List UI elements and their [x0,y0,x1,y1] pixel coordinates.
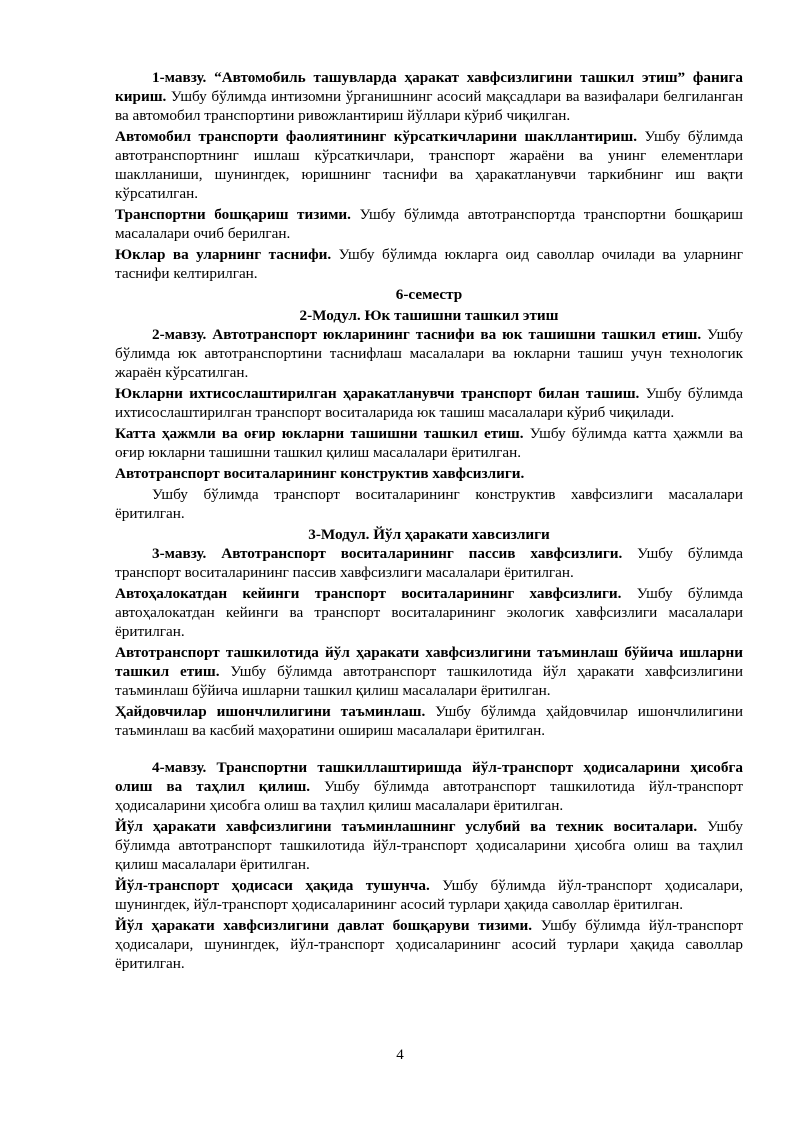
paragraph-heading: Йўл ҳаракати хавфсизлигини давлат бошқаруви тизими. [115,917,533,934]
paragraph [115,817,743,874]
paragraph [115,245,743,283]
paragraph-text: Ушбу бўлимда автотранспорт ташкилотида йўл-транспорт ҳодисаларини ҳисобга олиш ва таҳлил қилиш масалалари ёритилган. [115,818,743,873]
paragraph-heading: 1-мавзу. “Автомобиль ташувларда ҳаракат хавфсизлигини ташкил этиш” фанига кириш. [115,69,743,105]
section-module-2 [115,325,743,523]
section-module-3 [115,544,743,740]
paragraph-heading: Автомобил транспорти фаолиятининг кўрсаткичларини шакллантириш. [115,128,638,145]
paragraph [115,205,743,243]
paragraph-text: Ушбу бўлимда интизомни ўрганишнинг асосий мақсадлари ва вазифалари белгиланган ва автомобил транспортини ривожлантириш йўллари кўриб чиқилган. [115,88,743,124]
paragraph-text: Ушбу бўлимда автотранспортда транспортни бошқариш масалалари очиб берилган. [115,206,743,242]
section-intro [115,68,743,283]
paragraph [115,68,743,125]
semester-heading: 6-семестр [395,286,463,303]
paragraph-heading: Юкларни ихтисослаштирилган ҳаракатланувчи транспорт билан ташиш. [115,385,640,402]
spacer [115,742,743,758]
paragraph-text: Ушбу бўлимда автотранспорт ташкилотида йўл-транспорт ҳодисаларини ҳисобга олиш ва таҳлил қилиш масалалари ёритилган. [115,778,743,814]
paragraph [115,758,743,815]
paragraph-text: Ушбу бўлимда юкларга оид саволлар очилади ва уларнинг таснифи келтирилган. [115,246,743,282]
paragraph-text: Ушбу бўлимда автотранспорт ташкилотида йўл ҳаракати хавфсизлигини таъминлаш бўйича ишларни ташкил қилиш масалалари ёритилган. [115,663,744,699]
paragraph [115,325,743,382]
paragraph-text: Ушбу бўлимда ихтисослаштирилган транспорт воситаларида юк ташиш масалалари кўриб чиқилади. [115,385,743,421]
paragraph-heading: Катта ҳажмли ва оғир юкларни ташишни ташкил етиш. [115,425,524,442]
paragraph-text: Ушбу бўлимда автоҳалокатдан кейинги ва транспорт воситаларининг экологик хавфсизлиги масалалари ёритилган. [115,585,744,640]
paragraph-text: Ушбу бўлимда транспорт воситаларининг пассив хавфсизлиги масалалари ёритилган. [115,545,743,581]
paragraph [115,424,743,462]
paragraph-text: Ушбу бўлимда йўл-транспорт ҳодисалари, шунингдек, йўл-транспорт ҳодисаларининг асосий турлари ҳақида саволлар ёритилган. [115,877,743,913]
paragraph [115,584,743,641]
module-3-heading: 3-Модул. Йўл ҳаракати хавсизлиги [308,526,550,543]
paragraph [115,876,743,914]
paragraph-heading: Йўл-транспорт ҳодисаси ҳақида тушунча. [115,877,430,894]
paragraph-text: Ушбу бўлимда автотранспортнинг ишлаш кўрсаткичлари, транспорт жараёни ва унинг елементлари шаклланиши, шунингдек, юришнинг таснифи ва ҳаракатланувчи таркибнинг иш вақти кўрсатилган. [115,128,743,202]
paragraph [115,916,743,973]
paragraph [115,643,743,700]
paragraph [115,384,743,422]
page-number: 4 [396,1047,404,1063]
paragraph-heading: 2-мавзу. Автотранспорт юкларининг таснифи ва юк ташишни ташкил етиш. [152,326,702,343]
paragraph-text: Ушбу бўлимда транспорт воситаларининг конструктив хавфсизлиги масалалари ёритилган. [115,486,743,522]
paragraph-heading: Ҳайдовчилар ишончлилигини таъминлаш. [115,703,426,720]
paragraph-heading: Автотранспорт ташкилотида йўл ҳаракати хавфсизлигини таъминлаш бўйича ишларни ташкил етиш. [115,644,743,680]
paragraph-text: Ушбу бўлимда юк автотранспортини таснифлаш масалалари ва юкларни ташиш учун технологик жараён кўрсатилган. [115,326,743,381]
paragraph-text: Ушбу бўлимда йўл-транспорт ҳодисалари, шунингдек, йўл-транспорт ҳодисаларининг асосий турлари ҳақида саволлар ёритилган. [115,917,743,972]
paragraph-heading: Транспортни бошқариш тизими. [115,206,351,223]
paragraph-heading: Автоҳалокатдан кейинги транспорт воситаларининг хавфсизлиги. [115,585,622,602]
section-topic-4 [115,758,743,973]
paragraph-heading: Юклар ва уларнинг таснифи. [115,246,332,263]
document-page [115,68,743,975]
paragraph-text: Ушбу бўлимда катта ҳажмли ва оғир юкларни ташишни ташкил қилиш масалалари ёритилган. [115,425,743,461]
paragraph [115,702,743,740]
paragraph [115,127,743,203]
paragraph-heading: Йўл ҳаракати хавфсизлигини таъминлашнинг услубий ва техник воситалари. [115,818,698,835]
paragraph-text: Ушбу бўлимда ҳайдовчилар ишончлилигини таъминлаш ва касбий маҳоратини ошириш масалалари ёритилган. [115,703,743,739]
paragraph-heading: Автотранспорт воситаларининг конструктив хавфсизлиги. [115,465,525,482]
paragraph [115,464,743,483]
paragraph-heading: 3-мавзу. Автотранспорт воситаларининг пассив хавфсизлиги. [152,545,623,562]
paragraph [115,544,743,582]
paragraph [115,485,743,523]
paragraph-heading: 4-мавзу. Транспортни ташкиллаштиришда йўл-транспорт ҳодисаларини ҳисобга олиш ва таҳлил қилиш. [115,759,743,795]
module-2-heading: 2-Модул. Юк ташишни ташкил этиш [299,307,559,324]
